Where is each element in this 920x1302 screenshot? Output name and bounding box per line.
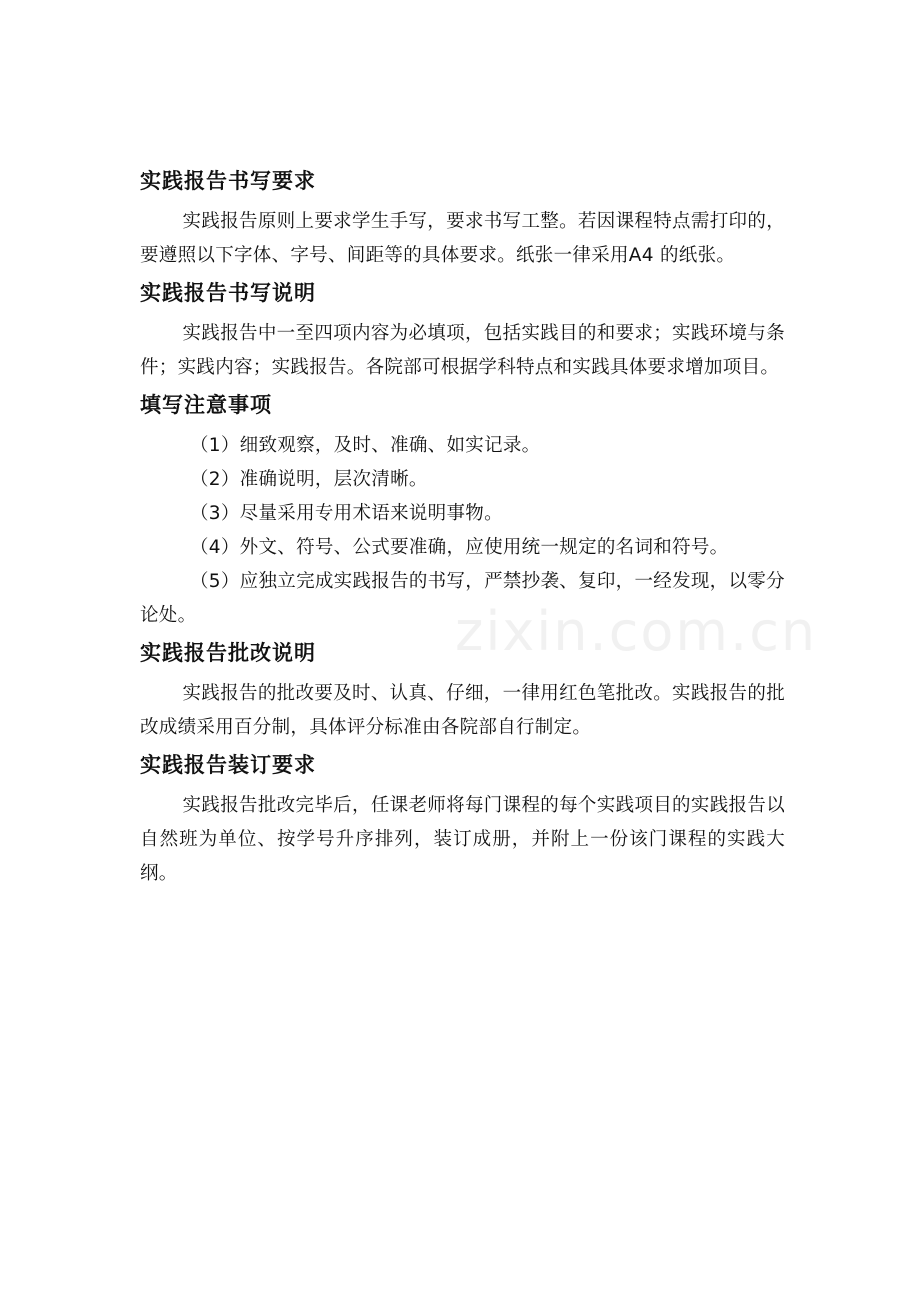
section-title: 实践报告书写要求 [140,169,316,193]
section-notes [140,389,785,633]
section-title: 实践报告书写说明 [140,281,316,305]
list-item: （5）应独立完成实践报告的书写，严禁抄袭、复印，一经发现，以零分论处。 [140,571,785,626]
section-title: 填写注意事项 [140,393,272,417]
section-writing-requirements [140,165,785,273]
section-title: 实践报告批改说明 [140,641,316,665]
section-writing-instructions [140,277,785,385]
section-paragraph: 实践报告批改完毕后，任课老师将每门课程的每个实践项目的实践报告以自然班为单位、按学号升序排列，装订成册，并附上一份该门课程的实践大纲。 [140,795,785,884]
document-body [140,165,785,895]
list-item: （2）准确说明，层次清晰。 [190,469,428,490]
section-grading-instructions [140,637,785,745]
section-binding-requirements [140,749,785,891]
section-paragraph: 实践报告原则上要求学生手写，要求书写工整。若因课程特点需打印的，要遵照以下字体、字号、间距等的具体要求。纸张一律采用A4 的纸张。 [140,211,785,266]
watermark: zixin.com.cn [455,600,818,663]
section-title: 实践报告装订要求 [140,753,316,777]
list-item: （3）尽量采用专用术语来说明事物。 [190,503,503,524]
list-item: （1）细致观察，及时、准确、如实记录。 [190,435,541,456]
section-paragraph: 实践报告的批改要及时、认真、仔细，一律用红色笔批改。实践报告的批改成绩采用百分制，具体评分标准由各院部自行制定。 [140,683,785,738]
section-paragraph: 实践报告中一至四项内容为必填项，包括实践目的和要求；实践环境与条件；实践内容；实践报告。各院部可根据学科特点和实践具体要求增加项目。 [140,323,785,378]
notes-list [140,429,785,633]
list-item: （4）外文、符号、公式要准确，应使用统一规定的名词和符号。 [190,537,729,558]
